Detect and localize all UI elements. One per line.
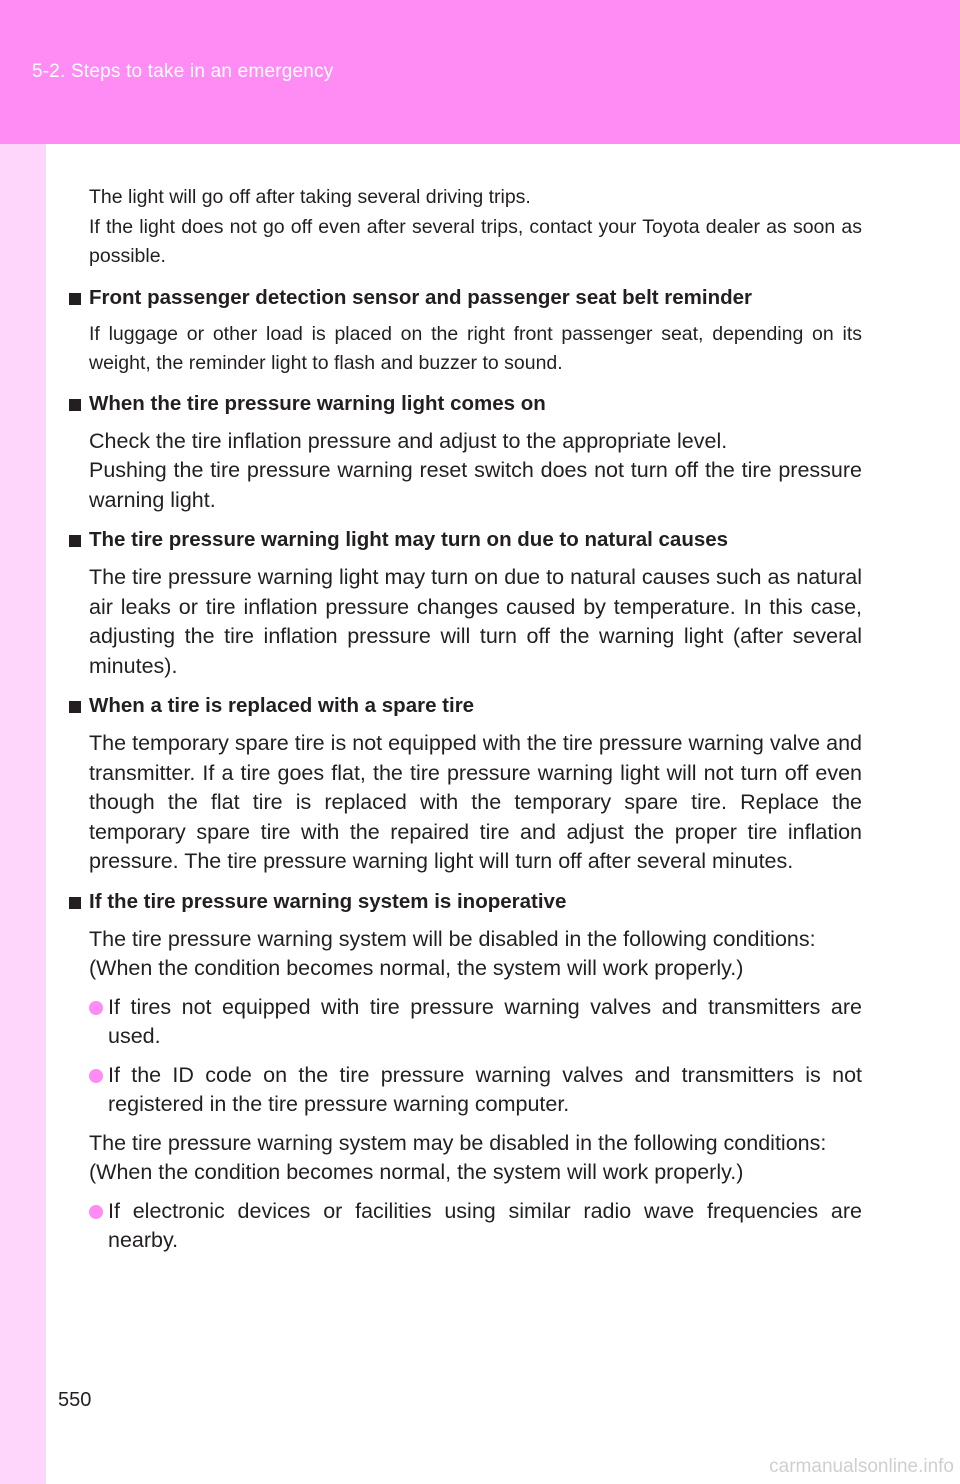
list-item-text: If tires not equipped with tire pressure warning valves and transmitters are used. bbox=[108, 994, 862, 1048]
section-heading-text: When the tire pressure warning light comes on bbox=[89, 391, 546, 415]
section-body: Pushing the tire pressure warning reset switch does not turn off the tire pressure warning light. bbox=[89, 458, 862, 512]
page-number: 550 bbox=[58, 1389, 92, 1411]
section-heading-text: When a tire is replaced with a spare tire bbox=[89, 694, 475, 717]
section-body: (When the condition becomes normal, the system will work properly.) bbox=[89, 956, 744, 980]
section-heading bbox=[89, 691, 862, 720]
section-heading bbox=[89, 525, 862, 554]
list-item bbox=[89, 1197, 862, 1256]
section-body: The tire pressure warning system may be disabled in the following conditions: bbox=[89, 1130, 827, 1155]
section-heading-text: If the tire pressure warning system is inoperative bbox=[89, 889, 567, 913]
section-heading bbox=[89, 389, 862, 418]
section-body: (When the condition becomes normal, the system will work properly.) bbox=[89, 1160, 744, 1184]
section-title: 5-2. Steps to take in an emergency bbox=[32, 61, 334, 82]
intro-line-1: The light will go off after taking several driving trips. bbox=[89, 186, 531, 208]
list-item-text: If the ID code on the tire pressure warning valves and transmitters is not registered in the tire pressure warning computer. bbox=[108, 1062, 862, 1116]
section-heading-text: The tire pressure warning light may turn on due to natural causes bbox=[89, 528, 729, 551]
square-bullet-icon bbox=[69, 399, 81, 411]
intro-line-2: If the light does not go off even after several trips, contact your Toyota dealer as soon as possible. bbox=[89, 215, 862, 267]
square-bullet-icon bbox=[69, 701, 81, 713]
page-header bbox=[0, 0, 960, 144]
section-body: The tire pressure warning system will be disabled in the following conditions: bbox=[89, 926, 816, 951]
section-heading bbox=[89, 283, 862, 312]
side-margin-strip bbox=[0, 144, 46, 1484]
section-heading bbox=[89, 887, 862, 916]
section-body: Check the tire inflation pressure and adjust to the appropriate level. bbox=[89, 428, 728, 453]
watermark: carmanualsonline.info bbox=[769, 1456, 954, 1477]
circle-bullet-icon bbox=[89, 1069, 103, 1083]
circle-bullet-icon bbox=[89, 1205, 103, 1219]
page-content bbox=[89, 183, 862, 1256]
square-bullet-icon bbox=[69, 293, 81, 305]
circle-bullet-icon bbox=[89, 1001, 103, 1015]
section-body: The tire pressure warning light may turn on due to natural causes such as natural air leaks or tire inflation pressure changes caused by temperature. In this case, adjusting the tire inflation pressure will turn off the warning light (after several minutes). bbox=[89, 565, 862, 678]
square-bullet-icon bbox=[69, 535, 81, 547]
section-body: The temporary spare tire is not equipped with the tire pressure warning valve and transmitter. If a tire goes flat, the tire pressure warning light will not turn off even though the flat tire is replaced with the temporary spare tire. Replace the temporary spare tire with the repaired tire and adjust the proper tire inflation pressure. The tire pressure warning light will turn off after several minutes. bbox=[89, 731, 862, 873]
section-body: If luggage or other load is placed on the right front passenger seat, depending on its weight, the reminder light to flash and buzzer to sound. bbox=[89, 322, 862, 374]
section-heading-text: Front passenger detection sensor and passenger seat belt reminder bbox=[89, 285, 753, 309]
list-item bbox=[89, 1061, 862, 1120]
list-item-text: If electronic devices or facilities using similar radio wave frequencies are nearby. bbox=[108, 1198, 862, 1252]
list-item bbox=[89, 993, 862, 1052]
square-bullet-icon bbox=[69, 897, 81, 909]
